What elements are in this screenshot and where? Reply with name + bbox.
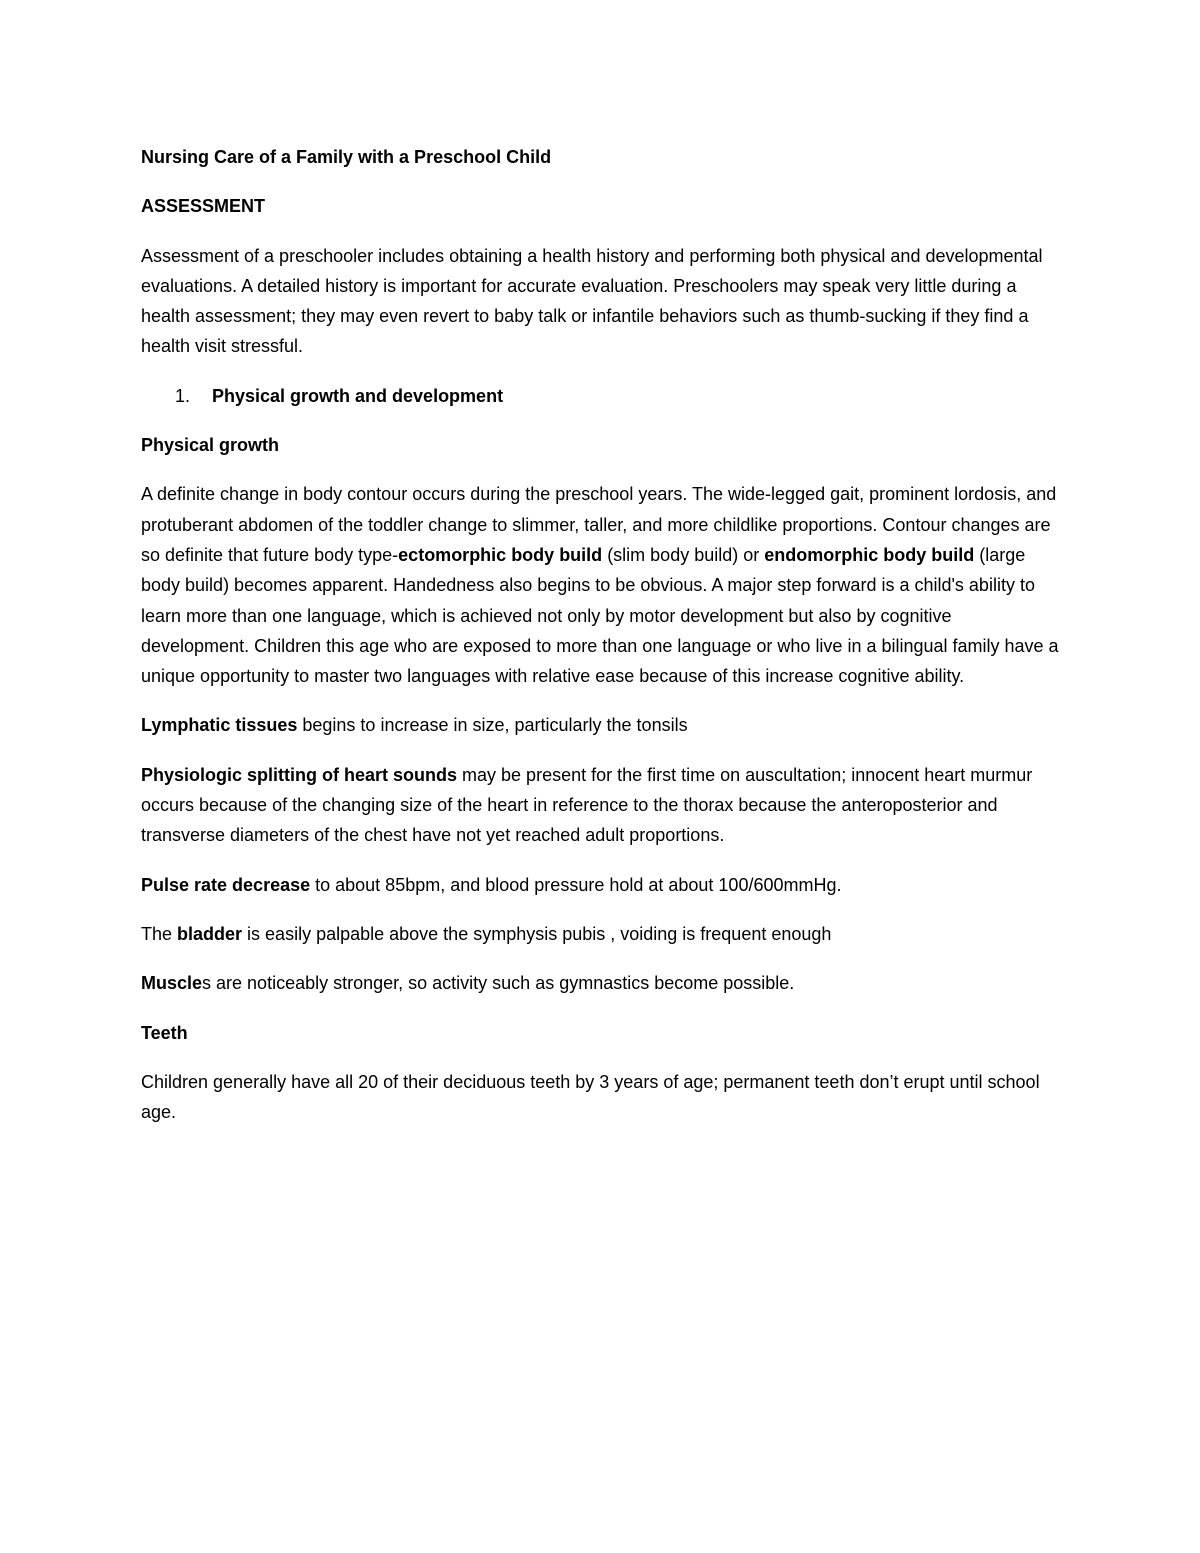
document-page [141,142,1061,1146]
list-item-label: Physical growth and development [212,385,504,406]
bladder-paragraph [141,919,1061,949]
growth-paragraph [141,479,1061,691]
heart-sounds-term: Physiologic splitting of heart sounds [141,764,458,785]
heart-sounds-paragraph [141,760,1061,851]
intro-paragraph: Assessment of a preschooler includes obtaining a health history and performing both physical and developmental evaluations. A detailed history is important for accurate evaluation. Preschoolers may speak very little during a health assessment; they may even revert to baby talk or infantile behaviors such as thumb-sucking if they find a health visit stressful. [141,245,1043,357]
lymphatic-paragraph [141,710,1061,740]
pulse-text: to about 85bpm, and blood pressure hold at about 100/600mmHg. [310,874,842,895]
lymphatic-term: Lymphatic tissues [141,715,298,736]
bladder-pre: The [141,923,178,944]
growth-text-3: (large body build) becomes apparent. Handedness also begins to be obvious. A major step forward is a child's ability to learn more than one language, which is achieved not only by motor development but also by cognitive development. Children this age who are exposed to more than one language or who live in a bilingual family have a unique opportunity to master two languages with relative ease because of this increase cognitive ability. [141,544,1059,687]
growth-text-1: A definite change in body contour occurs during the preschool years. The wide-legged gait, prominent lordosis, and protuberant abdomen of the toddler change to slimmer, taller, and more childlike proportions. Contour changes are so definite that future body type- [141,484,1057,565]
subheading-teeth: Teeth [141,1022,188,1043]
bladder-text: is easily palpable above the symphysis pubis , voiding is frequent enough [242,923,832,944]
section-heading-assessment: ASSESSMENT [141,196,266,217]
pulse-term: Pulse rate decrease [141,874,311,895]
muscles-text: s are noticeably stronger, so activity such as gymnastics become possible. [202,973,795,994]
pulse-paragraph [141,870,1061,900]
muscles-paragraph [141,968,1061,998]
ectomorphic-term: ectomorphic body build [398,544,603,565]
endomorphic-term: endomorphic body build [764,544,975,565]
bladder-term: bladder [177,923,243,944]
list-number: 1. [175,385,191,406]
subheading-physical-growth: Physical growth [141,435,280,456]
muscles-term: Muscle [141,973,203,994]
document-title: Nursing Care of a Family with a Preschool Child [141,147,552,167]
list-item-physical-growth-development [141,381,1061,411]
teeth-paragraph: Children generally have all 20 of their deciduous teeth by 3 years of age; permanent teeth don’t erupt until school age. [141,1071,1040,1123]
heart-sounds-text: may be present for the first time on auscultation; innocent heart murmur occurs because of the changing size of the heart in reference to the thorax because the anteroposterior and transverse diameters of the chest have not yet reached adult proportions. [141,764,1033,846]
growth-text-2: (slim body build) or [602,544,765,565]
lymphatic-text: begins to increase in size, particularly the tonsils [297,715,688,736]
